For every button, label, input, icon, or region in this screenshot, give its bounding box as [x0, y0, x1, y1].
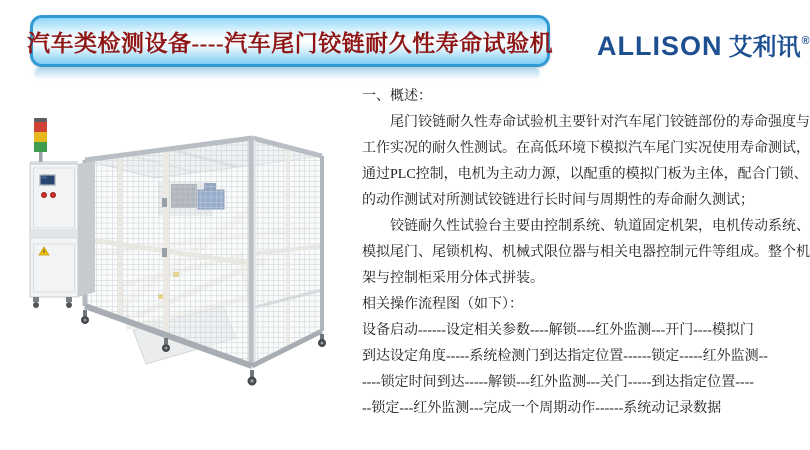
flow-line: 设备启动------设定相关参数----解锁----红外监测---开门----模拟门 — [362, 323, 754, 338]
door-hinge — [162, 198, 167, 207]
emergency-button — [41, 192, 46, 197]
stack-light-cap — [34, 118, 47, 122]
safety-cage — [81, 138, 326, 386]
text-line: 铰链耐久性试验台主要由控制系统、轨道固定机架，电机传动系统、 — [390, 219, 810, 234]
flow-line: --锁定---红外监测---完成一个周期动作------系统动记录数据 — [362, 401, 722, 416]
title-banner — [26, 15, 554, 67]
flow-heading: 相关操作流程图（如下）： — [362, 297, 523, 312]
flow-line: ----锁定时间到达-----解锁---红外监测---关门-----到达指定位置---- — [362, 375, 754, 390]
machine-photo — [8, 98, 360, 443]
section-heading: 一、概述： — [362, 89, 432, 104]
text-line: 工作实况的耐久性测试。在高低环境下模拟汽车尾门实况使用寿命测试， — [362, 141, 810, 156]
stack-light-red — [34, 122, 47, 132]
flow-line: 到达设定角度-----系统检测门到达指定位置------锁定-----红外监测-- — [362, 349, 768, 364]
stack-light-green — [34, 142, 47, 152]
text-line: 尾门铰链耐久性寿命试验机主要针对汽车尾门铰链部份的寿命强度与 — [390, 115, 810, 130]
text-line: 通过PLC控制，电机为主动力源，以配重的模拟门板为主体，配合门锁、 — [362, 167, 808, 182]
registered-trademark-icon: ® — [801, 35, 810, 47]
door-hinge — [162, 248, 167, 257]
logo-latin-text: ALLISON — [597, 31, 723, 61]
page-title: 汽车类检测设备----汽车尾门铰链耐久性寿命试验机 — [26, 30, 554, 56]
power-button — [50, 192, 55, 197]
machine-illustration — [8, 98, 360, 443]
brand-logo — [597, 27, 810, 62]
description-text — [362, 84, 810, 422]
stack-light — [34, 118, 47, 162]
text-line: 模拟尾门、尾锁机构、机械式限位器与相关电器控制元件等组成。整个机 — [362, 245, 810, 260]
stack-light-yellow — [34, 132, 47, 142]
banner-reflection — [34, 67, 540, 80]
logo-cjk-text: 艾利讯 — [728, 34, 801, 61]
cabinet-side — [78, 161, 95, 297]
text-line: 架与控制柜采用分体式拼装。 — [362, 271, 544, 286]
control-cabinet — [30, 161, 95, 308]
text-line: 的动作测试对所测试铰链进行长时间与周期性的寿命耐久测试； — [362, 193, 754, 208]
